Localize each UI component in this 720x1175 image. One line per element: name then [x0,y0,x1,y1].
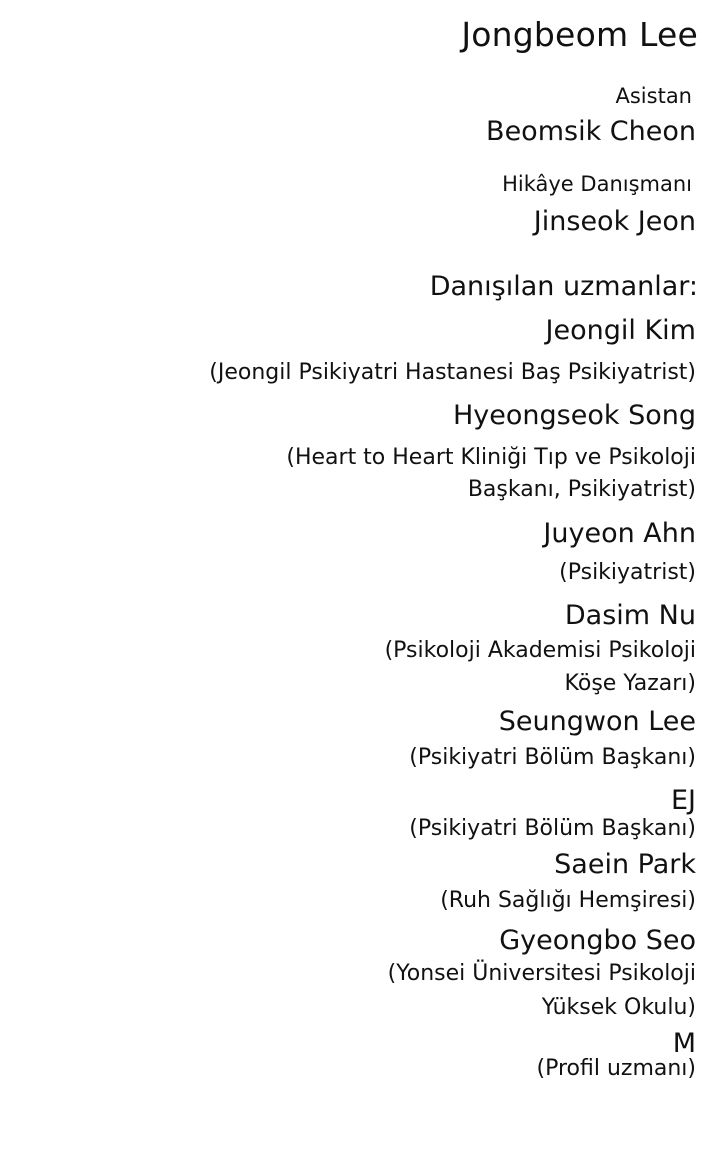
expert-description: (Psikiyatri Bölüm Başkanı) [409,745,696,770]
expert-description: (Psikiyatri Bölüm Başkanı) [409,816,696,841]
expert-name: Saein Park [554,849,696,880]
expert-description: (Ruh Sağlığı Hemşiresi) [440,888,696,913]
top-credit-name: Jongbeom Lee [461,15,698,54]
expert-name: M [672,1028,696,1059]
expert-description: Başkanı, Psikiyatrist) [467,477,696,502]
experts-heading: Danışılan uzmanlar: [429,271,698,302]
expert-description: (Yonsei Üniversitesi Psikoloji [387,961,696,986]
expert-description: (Profil uzmanı) [536,1056,696,1081]
expert-description: Köşe Yazarı) [564,671,696,696]
expert-description: (Psikoloji Akademisi Psikoloji [384,638,696,663]
expert-name: Gyeongbo Seo [499,925,696,956]
expert-name: Seungwon Lee [498,706,696,737]
story-consultant-role: Hikâye Danışmanı [502,172,692,196]
story-consultant-name: Jinseok Jeon [533,206,696,237]
expert-description: (Jeongil Psikiyatri Hastanesi Baş Psikiyatrist) [209,360,696,385]
assistant-role: Asistan [615,84,692,108]
expert-name: Hyeongseok Song [453,400,696,431]
expert-name: EJ [670,785,696,816]
expert-name: Juyeon Ahn [543,518,696,549]
expert-description: (Heart to Heart Kliniği Tıp ve Psikoloji [286,445,696,470]
assistant-name: Beomsik Cheon [486,116,696,147]
expert-description: Yüksek Okulu) [541,995,696,1020]
expert-description: (Psikiyatrist) [559,560,696,585]
expert-name: Dasim Nu [564,600,696,631]
expert-name: Jeongil Kim [545,315,696,346]
